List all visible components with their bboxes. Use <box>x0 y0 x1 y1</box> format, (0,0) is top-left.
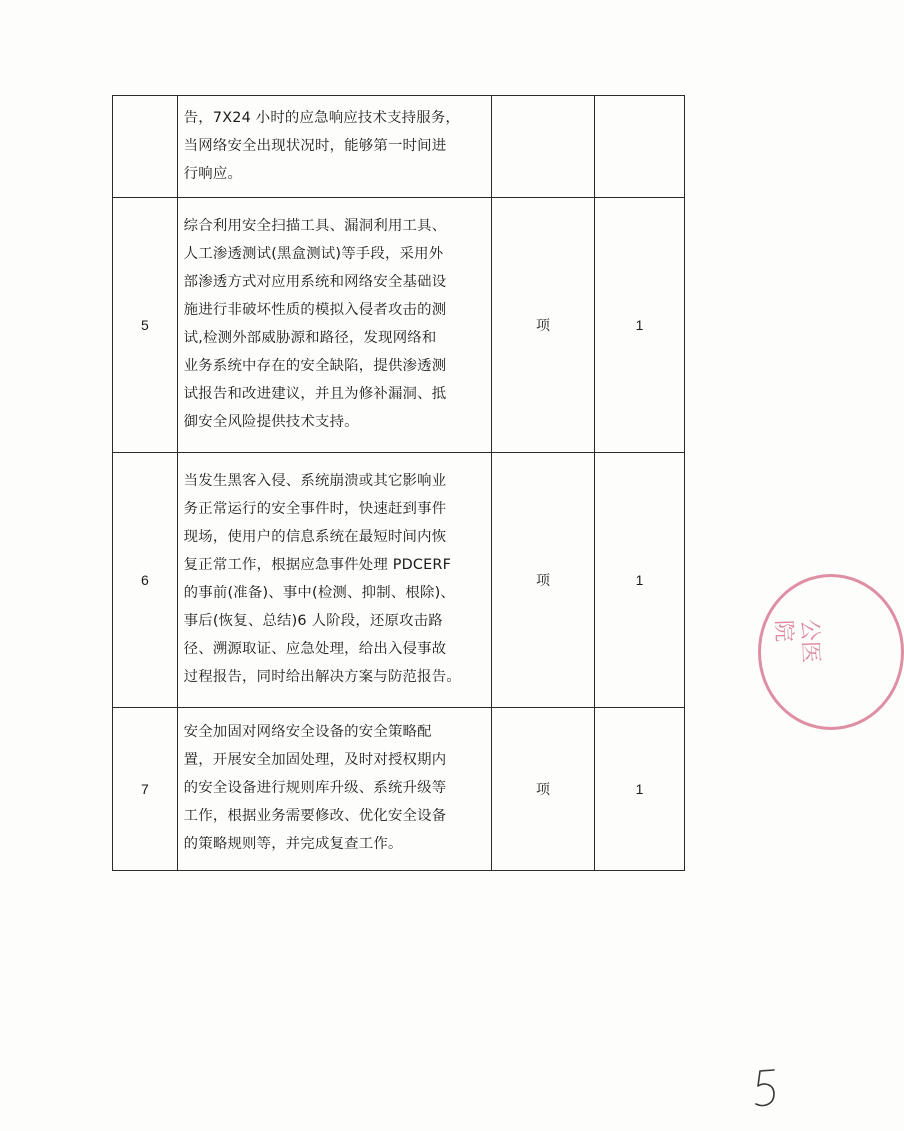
seal-text: 公医院 <box>770 618 823 664</box>
description-line: 安全加固对网络安全设备的安全策略配 <box>183 724 432 740</box>
item-number-cell: 7 <box>113 708 178 871</box>
item-unit-cell: 项 <box>491 708 594 871</box>
item-description-cell <box>177 96 491 198</box>
item-quantity-cell <box>595 96 685 198</box>
item-number-cell: 6 <box>113 453 178 708</box>
description-line: 施进行非破坏性质的模拟入侵者攻击的测 <box>183 302 447 318</box>
item-unit-cell <box>491 96 594 198</box>
item-unit-cell: 项 <box>491 453 594 708</box>
item-description-cell <box>177 708 491 871</box>
description-line: 人工渗透测试(黑盒测试)等手段，采用外 <box>183 246 444 262</box>
table-row <box>113 453 685 708</box>
item-description-cell <box>177 453 491 708</box>
description-line: 试,检测外部威胁源和路径，发现网络和 <box>183 330 437 346</box>
description-line: 事后(恢复、总结)6 人阶段，还原攻击路 <box>183 613 443 629</box>
description-line: 当网络安全出现状况时，能够第一时间进 <box>183 137 447 154</box>
description-line: 部渗透方式对应用系统和网络安全基础设 <box>183 274 447 290</box>
description-line: 工作，根据业务需要修改、优化安全设备 <box>183 808 447 824</box>
description-line: 当发生黑客入侵、系统崩溃或其它影响业 <box>183 473 447 489</box>
item-number-cell: 5 <box>113 198 178 453</box>
description-line: 行响应。 <box>183 165 243 182</box>
description-line: 务正常运行的安全事件时，快速赶到事件 <box>183 501 447 517</box>
description-line: 的安全设备进行规则库升级、系统升级等 <box>183 780 447 796</box>
description-line: 业务系统中存在的安全缺陷，提供渗透测 <box>183 358 447 374</box>
item-quantity-cell: 1 <box>595 453 685 708</box>
description-line: 的事前(准备)、事中(检测、抑制、根除)、 <box>183 585 455 601</box>
item-number-cell <box>113 96 178 198</box>
description-line: 复正常工作，根据应急事件处理 PDCERF <box>183 557 452 573</box>
item-description-cell <box>177 198 491 453</box>
handwritten-page-number <box>750 1064 780 1114</box>
description-line: 综合利用安全扫描工具、漏洞利用工具、 <box>183 218 447 234</box>
table-row <box>113 96 685 198</box>
item-quantity-cell: 1 <box>595 198 685 453</box>
description-line: 告，7X24 小时的应急响应技术支持服务， <box>183 109 461 126</box>
description-line: 现场，使用户的信息系统在最短时间内恢 <box>183 529 447 545</box>
description-line: 试报告和改进建议，并且为修补漏洞、抵 <box>183 386 447 402</box>
table-row <box>113 708 685 871</box>
table-row <box>113 198 685 453</box>
service-spec-table <box>112 95 685 871</box>
description-line: 御安全风险提供技术支持。 <box>183 414 359 430</box>
description-line: 径、溯源取证、应急处理，给出入侵事故 <box>183 641 447 657</box>
description-line: 的策略规则等，并完成复查工作。 <box>183 836 403 852</box>
official-seal-stamp <box>746 574 823 724</box>
item-unit-cell: 项 <box>491 198 594 453</box>
item-quantity-cell: 1 <box>595 708 685 871</box>
description-line: 置，开展安全加固处理，及时对授权期内 <box>183 752 447 768</box>
description-line: 过程报告，同时给出解决方案与防范报告。 <box>183 669 461 685</box>
